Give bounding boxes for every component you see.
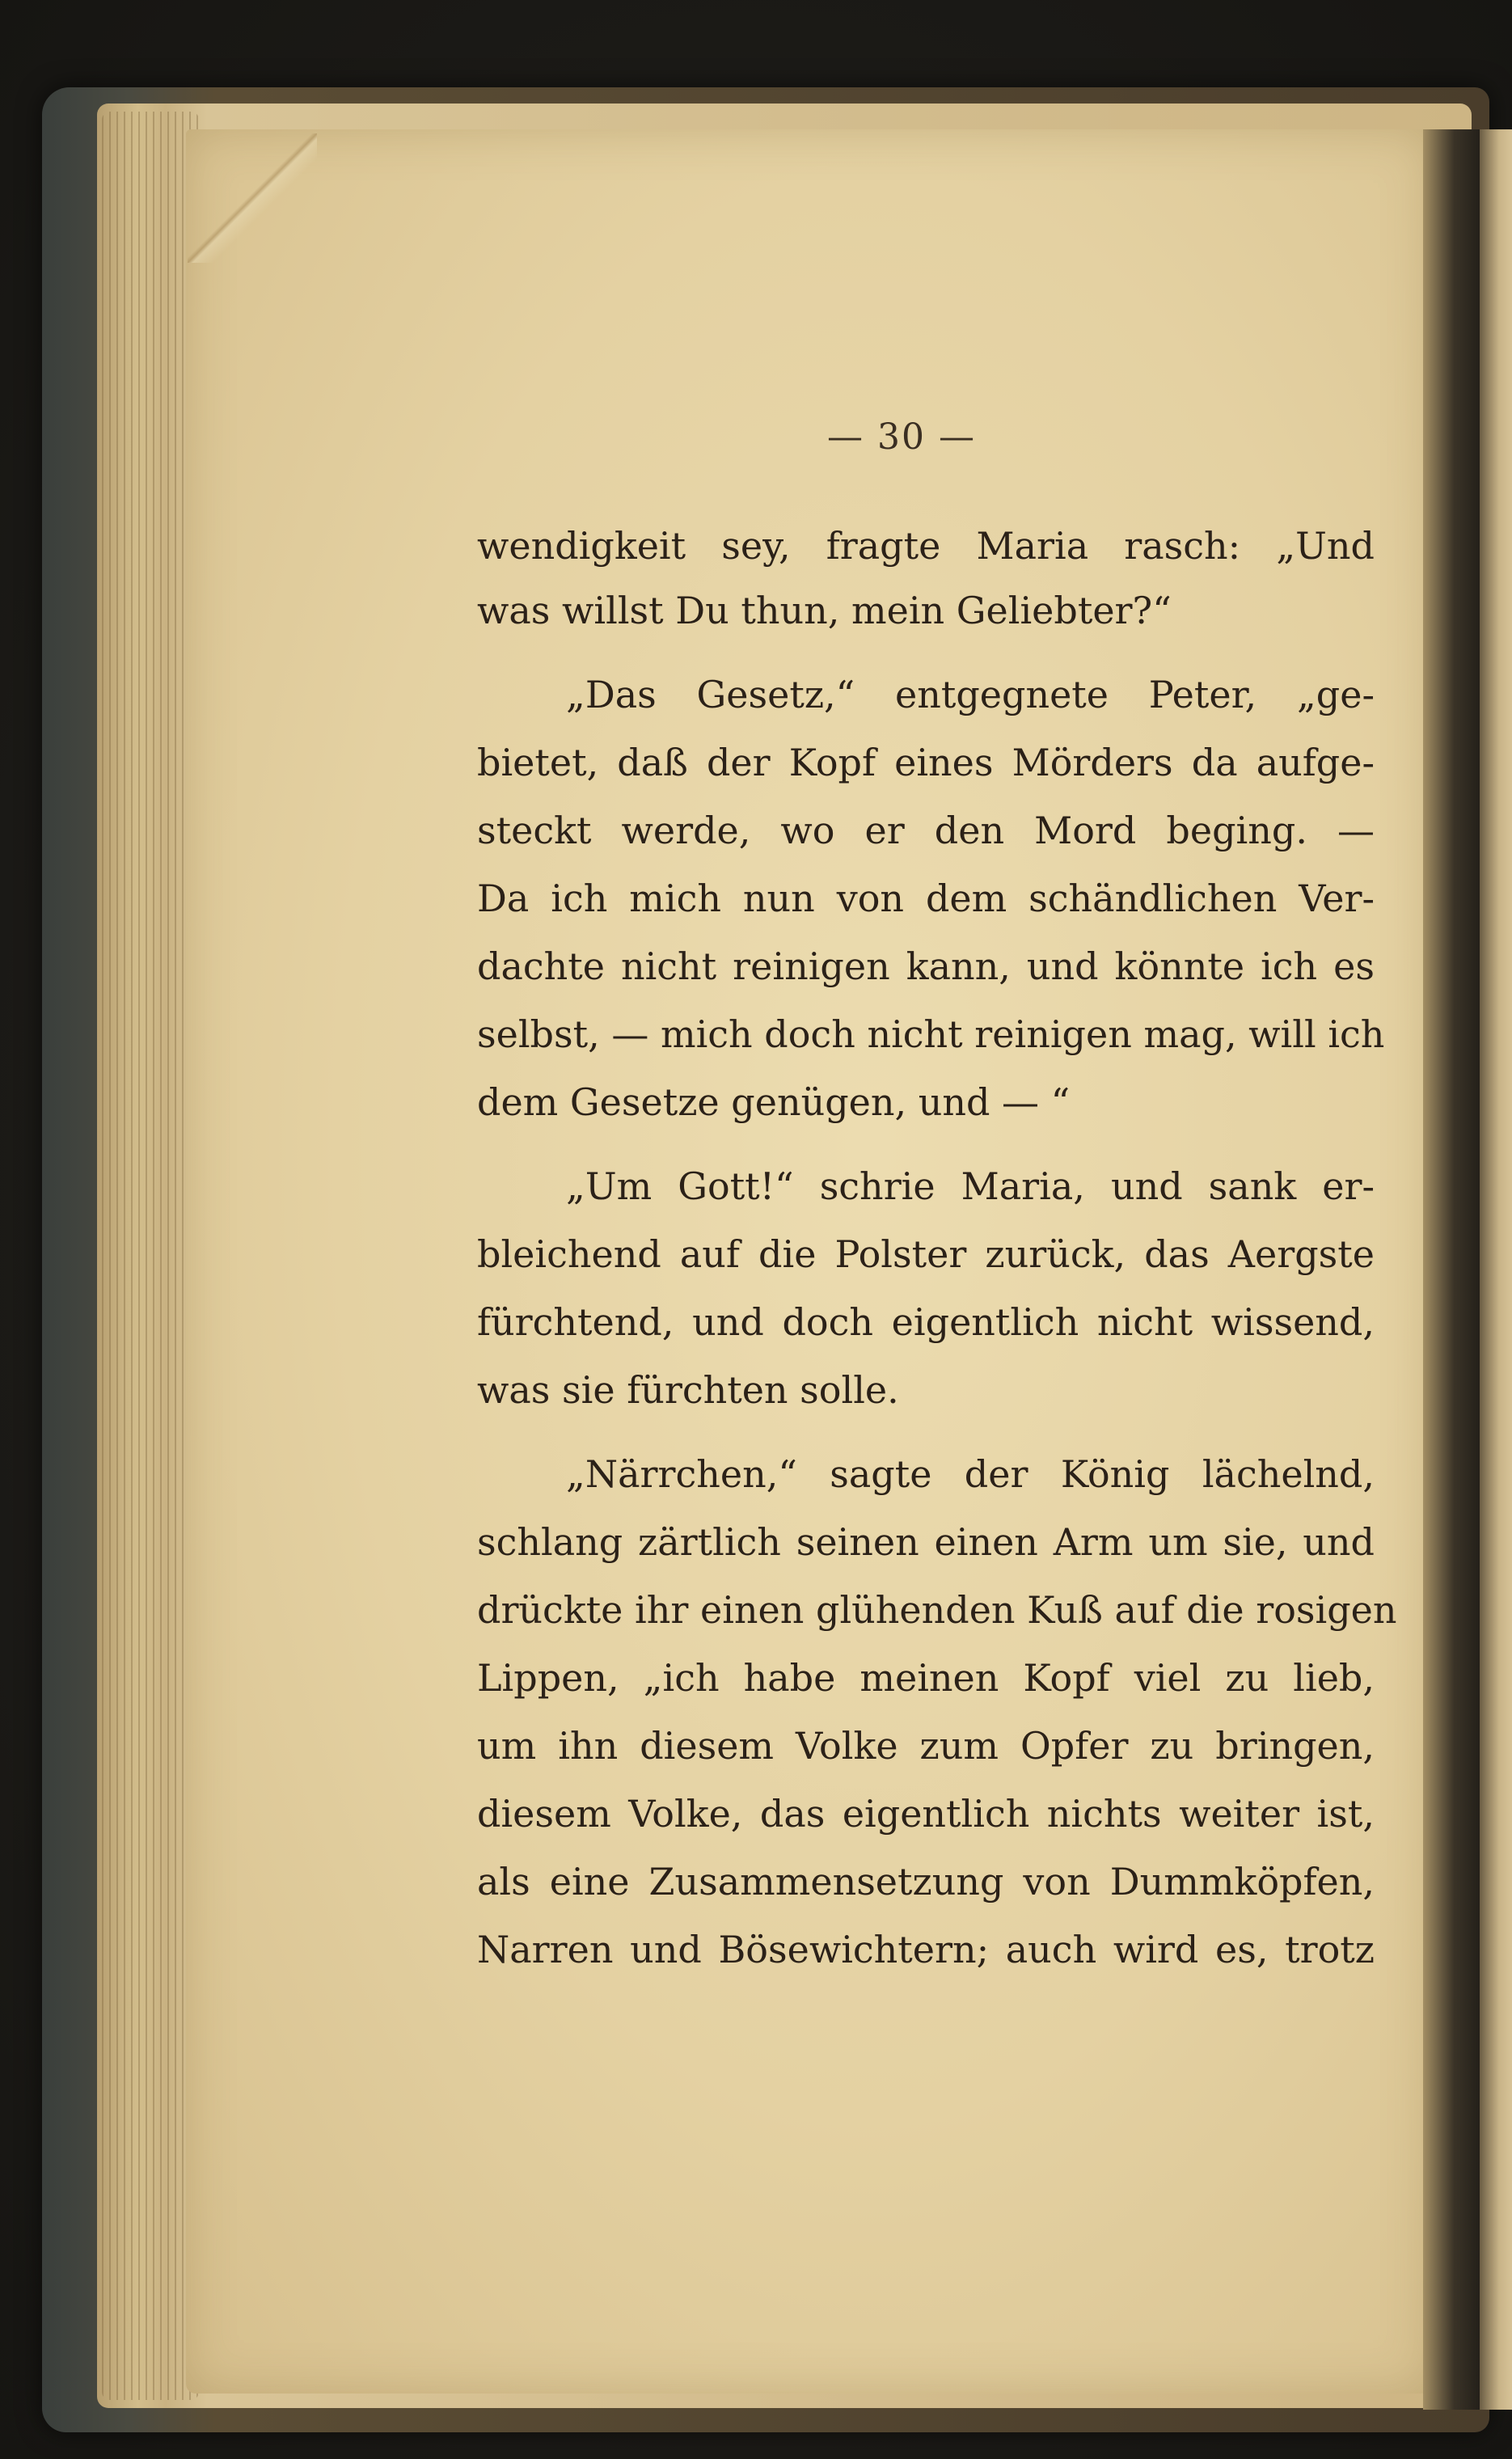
text-line: schlang zärtlich seinen einen Arm um sie, und [477, 1520, 1375, 1564]
text-line: Narren und Bösewichtern; auch wird es, trotz [477, 1928, 1375, 1971]
text-line: „Närrchen,“ sagte der König lächelnd, [566, 1452, 1375, 1496]
text-line: bleichend auf die Polster zurück, das Aergste [477, 1232, 1375, 1276]
text-line: bietet, daß der Kopf eines Mörders da aufge- [477, 741, 1375, 784]
text-line: steckt werde, wo er den Mord beging. — [477, 809, 1375, 852]
text-line: „Um Gott!“ schrie Maria, und sank er- [566, 1164, 1375, 1208]
facing-page-edge [1480, 129, 1512, 2410]
text-line: was willst Du thun, mein Geliebter?“ [477, 589, 1172, 632]
text-line: als eine Zusammensetzung von Dummköpfen, [477, 1860, 1375, 1903]
page-number: — 30 — [827, 416, 976, 458]
text-line: diesem Volke, das eigentlich nichts weiter ist, [477, 1792, 1375, 1836]
text-line: drückte ihr einen glühenden Kuß auf die rosigen [477, 1588, 1397, 1632]
text-line: „Das Gesetz,“ entgegnete Peter, „ge- [566, 673, 1375, 716]
text-line: Lippen, „ich habe meinen Kopf viel zu lieb, [477, 1656, 1375, 1700]
text-line: fürchtend, und doch eigentlich nicht wissend, [477, 1300, 1375, 1344]
text-line: dachte nicht reinigen kann, und könnte ich es [477, 944, 1375, 988]
text-line: wendigkeit sey, fragte Maria rasch: „Und [477, 524, 1375, 568]
text-line: was sie fürchten solle. [477, 1368, 899, 1412]
text-line: Da ich mich nun von dem schändlichen Ver- [477, 877, 1375, 920]
text-line: selbst, — mich doch nicht reinigen mag, will ich [477, 1012, 1385, 1056]
text-line: um ihn diesem Volke zum Opfer zu bringen, [477, 1724, 1375, 1768]
folded-corner [188, 133, 317, 263]
text-line: dem Gesetze genügen, und — “ [477, 1080, 1071, 1124]
